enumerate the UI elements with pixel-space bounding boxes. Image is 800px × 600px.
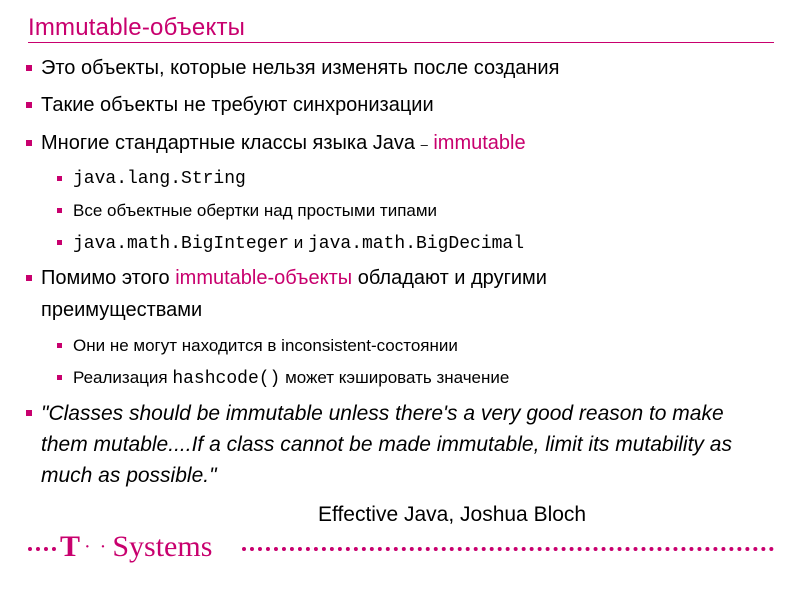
t-systems-logo xyxy=(60,527,212,567)
logo-t: T xyxy=(60,530,81,563)
title-underline xyxy=(28,42,774,43)
code-bigdecimal: java.math.BigDecimal xyxy=(308,234,525,254)
en-dash: – xyxy=(420,137,428,152)
bullet-square-icon xyxy=(26,140,32,146)
code-hashcode: hashcode() xyxy=(172,369,281,389)
quote-citation: Effective Java, Joshua Bloch xyxy=(318,503,587,526)
bullet-square-icon xyxy=(57,208,62,213)
bullet-text: Все объектные обертки над простыми типами xyxy=(73,201,438,220)
bullet-square-icon xyxy=(57,240,62,245)
highlight-immutable-objects: immutable-объекты xyxy=(175,267,353,289)
bullet-text xyxy=(73,229,524,258)
bullet-square-icon xyxy=(26,102,32,108)
bullet-text: Это объекты, которые нельзя изменять после создания xyxy=(41,57,560,79)
bullet-text: Такие объекты не требуют синхронизации xyxy=(41,94,434,116)
bullet-text-part: обладают и другими xyxy=(352,267,547,289)
bullet-text-part: может кэшировать значение xyxy=(280,368,510,387)
bullet-text-part: Многие стандартные классы языка Java xyxy=(41,132,421,154)
code-java-lang-string: java.lang.String xyxy=(73,169,246,189)
quote-text: "Classes should be immutable unless there's a very good reason to make them mutable....If a class cannot be made immutable, limit its mutability as much as possible." xyxy=(41,402,732,487)
bullet-square-icon xyxy=(26,410,32,416)
logo-dots: · · xyxy=(84,535,109,558)
dotted-line-left xyxy=(28,547,56,551)
bullet-text: преимуществами xyxy=(41,299,203,321)
footer-brand-bar xyxy=(28,527,774,567)
slide-title: Immutable-объекты xyxy=(28,14,246,41)
bullet-text: Они не могут находится в inconsistent-состоянии xyxy=(73,336,458,355)
bullet-square-icon xyxy=(57,176,62,181)
bullet-text-part: Помимо этого xyxy=(41,267,176,289)
logo-systems: Systems xyxy=(112,530,213,563)
bullet-square-icon xyxy=(57,343,62,348)
dotted-line-right xyxy=(242,547,774,551)
bullet-text xyxy=(41,127,526,161)
conjunction: и xyxy=(289,233,308,252)
bullet-text xyxy=(41,262,547,294)
highlight-immutable: immutable xyxy=(433,132,526,154)
bullet-text xyxy=(73,364,509,393)
bullet-text-part: Реализация xyxy=(73,368,173,387)
code-biginteger: java.math.BigInteger xyxy=(73,234,290,254)
bullet-square-icon xyxy=(26,275,32,281)
bullet-square-icon xyxy=(57,375,62,380)
bullet-square-icon xyxy=(26,65,32,71)
